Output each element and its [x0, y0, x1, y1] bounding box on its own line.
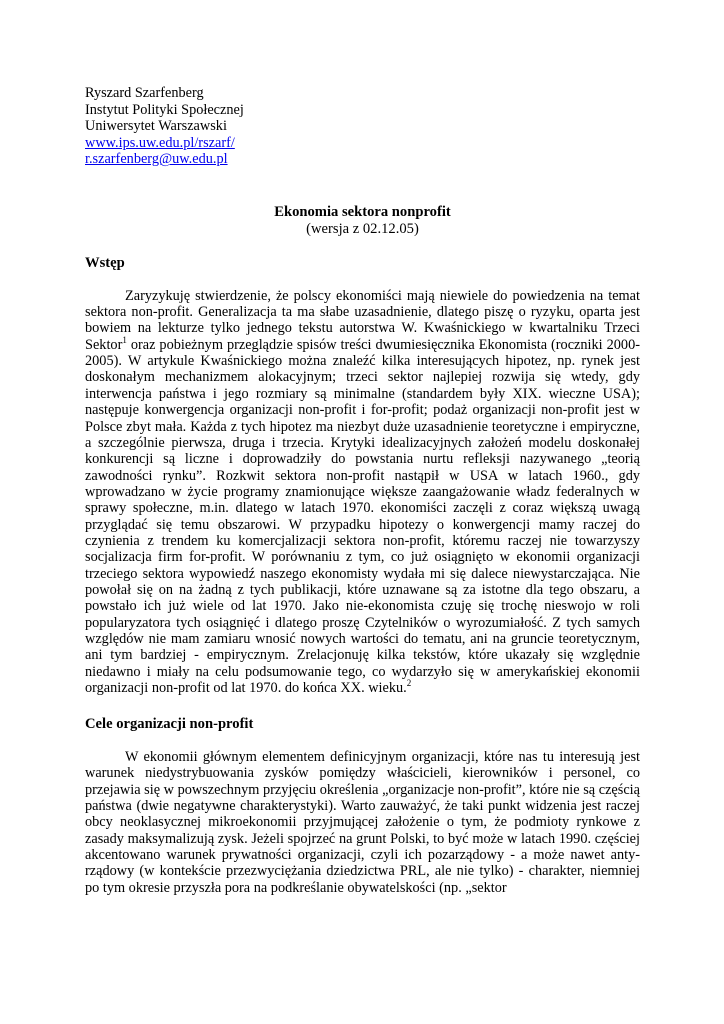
author-university: Uniwersytet Warszawski: [85, 118, 227, 135]
footnote-ref-2[interactable]: 2: [406, 678, 412, 689]
author-institute: Instytut Polityki Społecznej: [85, 101, 244, 118]
document-title: Ekonomia sektora nonprofit: [274, 203, 451, 220]
intro-paragraph-part2: oraz pobieżnym przeglądzie spisów treści dwumiesięcznika Ekonomista (roczniki 2000-2005). W artykule Kwaśnickiego można znaleźć kilka interesujących hipotez, np. rynek jest doskonałym mechanizmem alokacyjnym; trzeci sektor najlepiej rozwija się wtedy, gdy interwencja państwa i jego rozmiary są minimalne (standardem były XIX. wieczne USA); następuje konwergencja organizacji non-profit i for-profit; podaż organizacji non-profit jest w Polsce zbyt mała. Każda z tych hipotez ma niezbyt duże uzasadnienie teoretyczne i empiryczne, a szczególnie pierwsza, druga i trzecia. Krytyki idealizacyjnych założeń modelu doskonałej konkurencji są liczne i doprowadziły do powstania nurtu refleksji nazywanego „teorią zawodności rynku”. Rozkwit sektora non-profit nastąpił w USA w latach 1960., gdy wprowadzano w życie programy znamionujące większe zaangażowanie władz federalnych w sprawy społeczne, m.in. dlatego w latach 1970. ekonomiści zaczęli z coraz większą uwagą przyglądać się temu obszarowi. W przypadku hipotezy o konwergencji mamy raczej do czynienia z trendem ku komercjalizacji sektora non-profit, któremu raczej nie towarzyszy socjalizacja firm for-profit. W porównaniu z tym, co już osiągnięto w ekonomii organizacji trzeciego sektora wypowiedź naszego ekonomisty wydała mi się dalece niewystarczająca. Nie powołał się on na żadną z tych publikacji, które uznawane są za istotne dla tego obszaru, a powstało ich już wiele od lat 1970. Jako nie-ekonomista czuję się trochę nieswojo w roli popularyzatora tych osiągnięć i dlatego proszę Czytelników o wyrozumiałość. Z tych samych względów nie mam zamiaru wnosić nowych wartości do tematu, ani na gruncie teoretycznym, ani tym bardziej - empirycznym. Zrelacjonuję kilka tekstów, które ukazały się względnie niedawno i miały na celu podsumowanie tego, co wydarzyło się w amerykańskiej ekonomii organizacji non-profit od lat 1970. do końca XX. wieku.: [85, 336, 640, 696]
goals-paragraph: W ekonomii głównym elementem definicyjnym organizacji, które nas tu interesują jest warunek niedystrybuowania zysków pomiędzy właścicieli, kierowników i personel, co przejawia się w powszechnym przyjęciu określenia „organizacje non-profit”, które nie są częścią państwa (dwie negatywne charakterystyki). Warto zauważyć, że taki punkt widzenia jest raczej obcy neoklasycznej mikroekonomii przyjmującej założenie o tym, że podmioty rynkowe z zasady maksymalizują zysk. Jeżeli spojrzeć na grunt Polski, to być może w latach 1990. częściej akcentowano warunek prywatności organizacji, czyli ich pozarządowy - a może nawet anty-rządowy (w kontekście przezwyciężania dziedzictwa PRL, ale nie tylko) - charakter, niemniej po tym okresie przyszła pora na podkreślanie obywatelskości (np. „sektor: [85, 748, 640, 896]
intro-paragraph-part1: Zaryzykuję stwierdzenie, że polscy ekonomiści mają niewiele do powiedzenia na temat sektora non-profit. Generalizacja ta ma słabe uzasadnienie, dlatego piszę o ryzyku, oparta jest bowiem na lekturze tylko jednego tekstu autorstwa W. Kwaśnickiego w kwartalniku Trzeci Sektor: [85, 287, 640, 353]
document-version: (wersja z 02.12.05): [306, 220, 419, 237]
intro-paragraph: [85, 288, 640, 697]
section-heading-wstep: Wstęp: [85, 255, 125, 272]
website-link[interactable]: www.ips.uw.edu.pl/rszarf/: [85, 134, 235, 151]
title-block: [85, 204, 640, 237]
section-heading-cele: Cele organizacji non-profit: [85, 716, 254, 733]
footnote-ref-1[interactable]: 1: [122, 335, 127, 346]
email-link[interactable]: r.szarfenberg@uw.edu.pl: [85, 151, 228, 168]
author-name: Ryszard Szarfenberg: [85, 85, 204, 101]
author-block: [85, 85, 640, 168]
